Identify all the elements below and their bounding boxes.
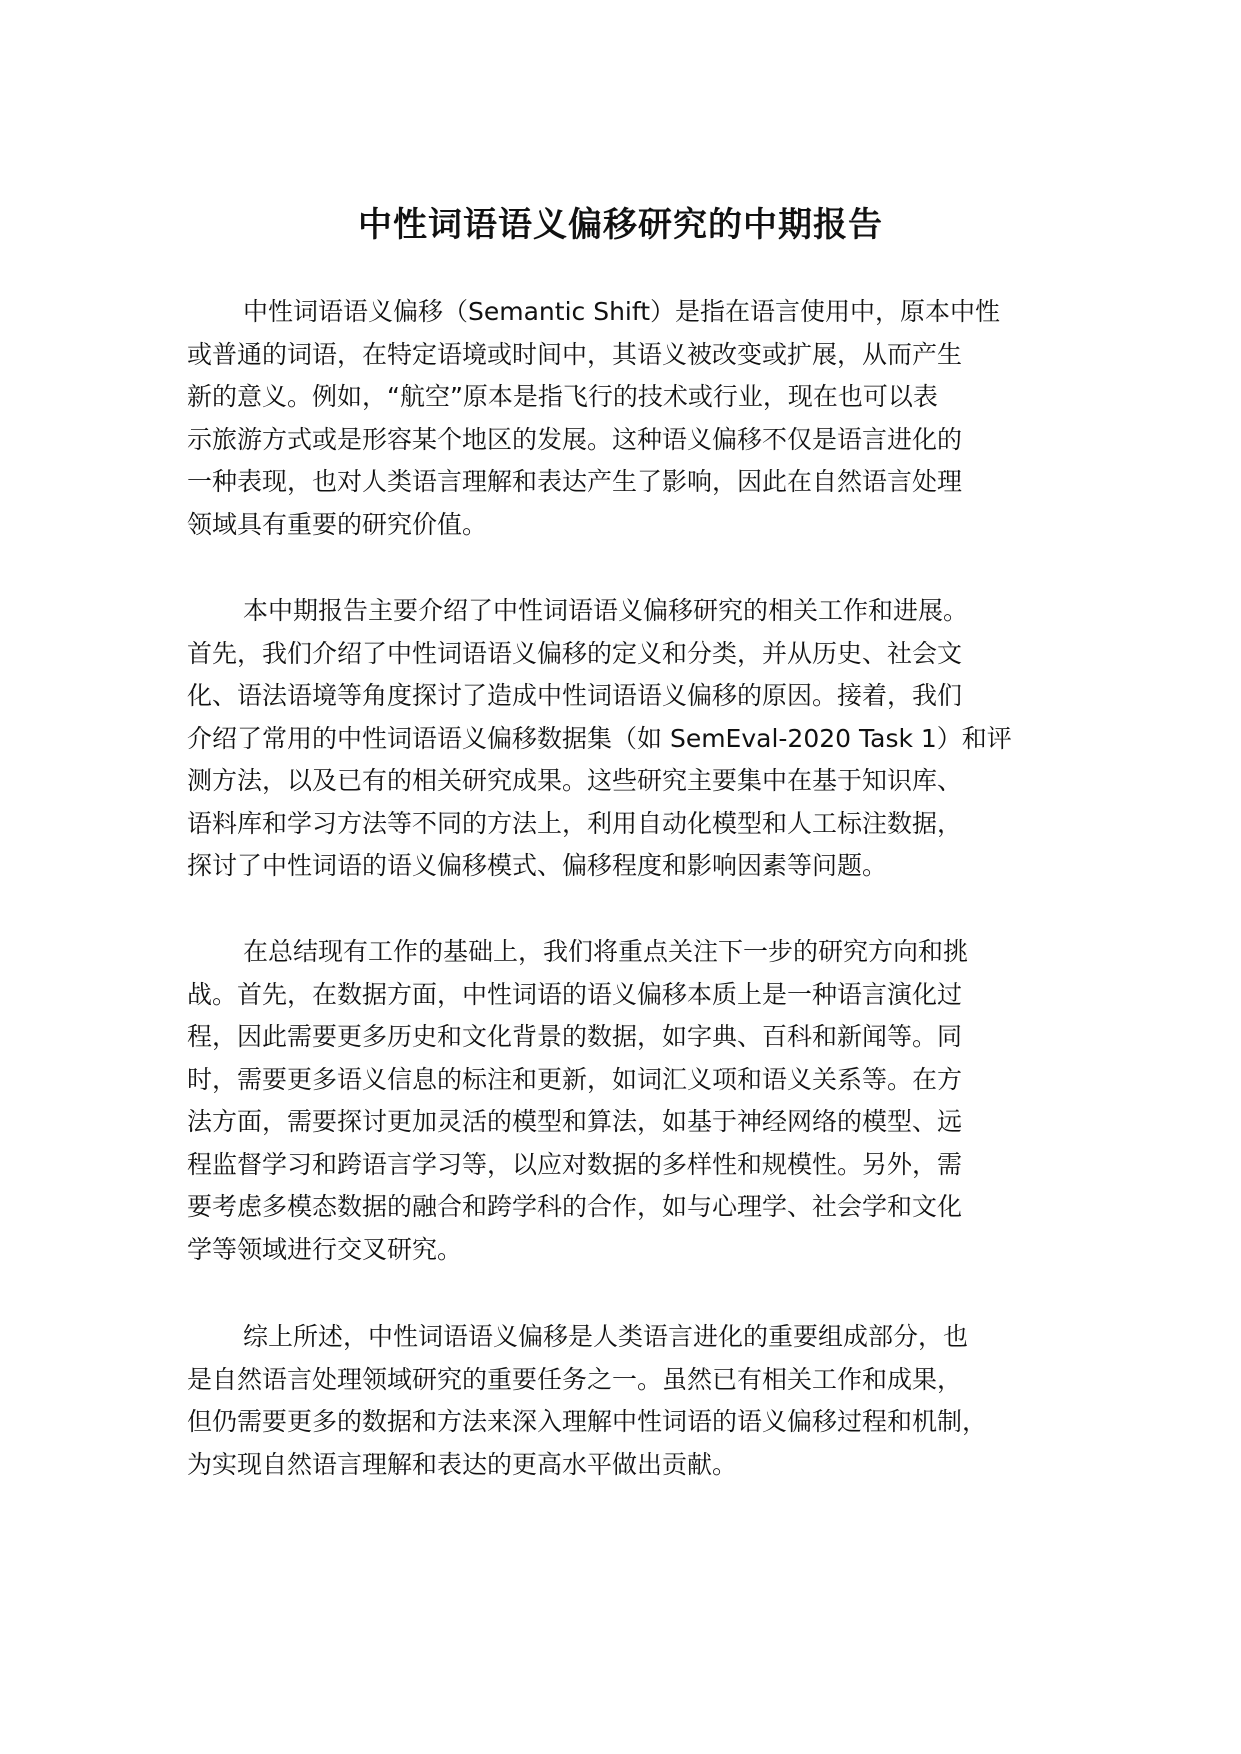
- document-title: 中性词语语义偏移研究的中期报告: [358, 204, 883, 245]
- paragraph-line: 测方法，以及已有的相关研究成果。这些研究主要集中在基于知识库、: [187, 766, 963, 795]
- paragraph-line: 要考虑多模态数据的融合和跨学科的合作，如与心理学、社会学和文化: [187, 1192, 963, 1221]
- paragraph-3: [187, 931, 1067, 1271]
- paragraph-line: 程监督学习和跨语言学习等，以应对数据的多样性和规模性。另外，需: [187, 1149, 963, 1179]
- paragraph-line: 为实现自然语言理解和表达的更高水平做出贡献。: [187, 1449, 738, 1479]
- paragraph-line: 法方面，需要探讨更加灵活的模型和算法，如基于神经网络的模型、远: [187, 1107, 963, 1136]
- paragraph-line: 但仍需要更多的数据和方法来深入理解中性词语的语义偏移过程和机制，: [187, 1407, 988, 1436]
- paragraph-line: 一种表现，也对人类语言理解和表达产生了影响，因此在自然语言处理: [187, 467, 963, 496]
- paragraph-2: [187, 590, 1067, 888]
- paragraph-line: 新的意义。例如，“航空”原本是指飞行的技术或行业，现在也可以表: [187, 382, 938, 411]
- paragraph-line: 中性词语语义偏移（Semantic Shift）是指在语言使用中，原本中性: [243, 297, 1001, 326]
- paragraph-line: 探讨了中性词语的语义偏移模式、偏移程度和影响因素等问题。: [187, 851, 888, 880]
- paragraph-line: 综上所述，中性词语语义偏移是人类语言进化的重要组成部分，也: [243, 1322, 969, 1351]
- paragraph-line: 领域具有重要的研究价值。: [187, 509, 488, 539]
- paragraph-4: [187, 1316, 1067, 1486]
- paragraph-line: 本中期报告主要介绍了中性词语语义偏移研究的相关工作和进展。: [243, 596, 969, 625]
- paragraph-line: 首先，我们介绍了中性词语语义偏移的定义和分类，并从历史、社会文: [187, 638, 963, 668]
- paragraph-line: 是自然语言处理领域研究的重要任务之一。虽然已有相关工作和成果，: [187, 1364, 963, 1394]
- paragraph-line: 学等领域进行交叉研究。: [187, 1234, 463, 1264]
- paragraph-line: 程，因此需要更多历史和文化背景的数据，如字典、百科和新闻等。同: [187, 1022, 963, 1051]
- paragraph-line: 在总结现有工作的基础上，我们将重点关注下一步的研究方向和挑: [243, 937, 969, 966]
- paragraph-line: 化、语法语境等角度探讨了造成中性词语语义偏移的原因。接着，我们: [187, 681, 963, 710]
- paragraph-line: 介绍了常用的中性词语语义偏移数据集（如 SemEval-2020 Task 1）和评: [187, 723, 1012, 753]
- paragraph-1: [187, 291, 1067, 546]
- paragraph-line: 战。首先，在数据方面，中性词语的语义偏移本质上是一种语言演化过: [187, 979, 963, 1009]
- paragraph-line: 时，需要更多语义信息的标注和更新，如词汇义项和语义关系等。在方: [187, 1064, 963, 1094]
- paragraph-line: 示旅游方式或是形容某个地区的发展。这种语义偏移不仅是语言进化的: [187, 424, 963, 454]
- paragraph-line: 或普通的词语，在特定语境或时间中，其语义被改变或扩展，从而产生: [187, 339, 963, 369]
- paragraph-line: 语料库和学习方法等不同的方法上，利用自动化模型和人工标注数据，: [187, 808, 963, 838]
